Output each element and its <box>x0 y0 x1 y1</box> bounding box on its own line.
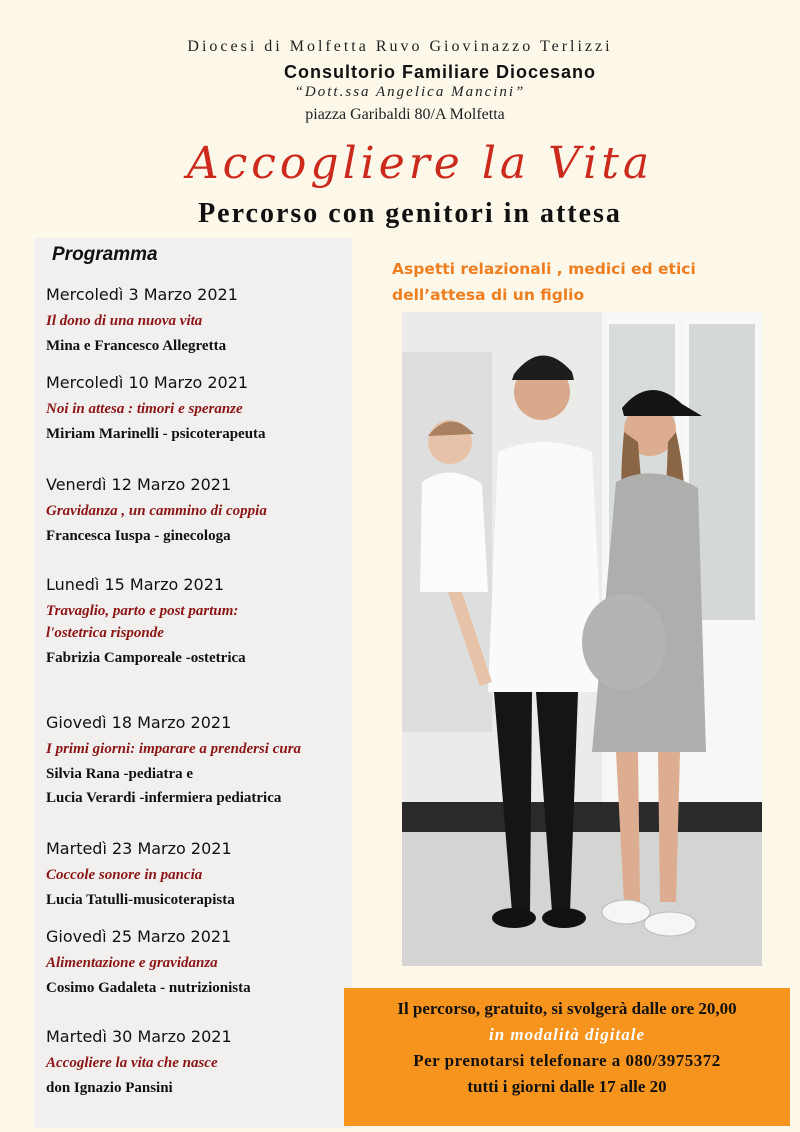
info-phone: Per prenotarsi telefonare a 080/3975372 <box>413 1051 721 1070</box>
event-speaker: Cosimo Gadaleta - nutrizionista <box>46 980 251 996</box>
center-name: Consultorio Familiare Diocesano <box>283 62 597 82</box>
aspects-line-2: dell’attesa di un figlio <box>392 286 585 304</box>
page-subtitle: Percorso con genitori in attesa <box>198 198 622 229</box>
event-topic: Coccole sonore in pancia <box>46 867 203 883</box>
event-topic-line-2: l'ostetrica risponde <box>46 625 164 641</box>
event-date: Martedì 30 Marzo 2021 <box>46 1027 232 1046</box>
page-title: Accogliere la Vita <box>186 138 654 189</box>
event-date: Venerdì 12 Marzo 2021 <box>46 475 232 494</box>
program-event-5 <box>46 712 346 810</box>
center-address: piazza Garibaldi 80/A Molfetta <box>305 106 505 123</box>
event-speaker: Francesca Iuspa - ginecologa <box>46 528 231 544</box>
event-topic: Il dono di una nuova vita <box>46 313 203 329</box>
program-event-1 <box>46 284 346 358</box>
event-speaker: Fabrizia Camporeale -ostetrica <box>46 650 246 666</box>
info-hours: tutti i giorni dalle 17 alle 20 <box>467 1077 667 1096</box>
event-date: Mercoledì 10 Marzo 2021 <box>46 373 249 392</box>
info-schedule: Il percorso, gratuito, si svolgerà dalle ore 20,00 <box>397 999 737 1018</box>
family-photo <box>402 312 762 966</box>
event-speaker: Silvia Rana -pediatra e <box>46 766 194 782</box>
program-event-8 <box>46 1026 346 1100</box>
event-topic: Travaglio, parto e post partum: <box>46 603 239 619</box>
center-dedication: “Dott.ssa Angelica Mancini” <box>294 84 526 100</box>
info-mode: in modalità digitale <box>488 1025 645 1044</box>
event-topic: Accogliere la vita che nasce <box>46 1055 218 1071</box>
program-event-3 <box>46 474 346 548</box>
event-date: Lunedì 15 Marzo 2021 <box>46 575 225 594</box>
event-date: Mercoledì 3 Marzo 2021 <box>46 285 238 304</box>
aspects-line-1: Aspetti relazionali , medici ed etici <box>392 260 696 278</box>
event-date: Martedì 23 Marzo 2021 <box>46 839 232 858</box>
info-box <box>344 988 790 1126</box>
event-topic: Noi in attesa : timori e speranze <box>46 401 243 417</box>
program-heading: Programma <box>52 244 158 265</box>
event-speaker-2: Lucia Verardi -infermiera pediatrica <box>46 790 282 806</box>
event-date: Giovedì 18 Marzo 2021 <box>46 713 232 732</box>
program-event-2 <box>46 372 346 446</box>
program-event-4 <box>46 574 346 670</box>
event-speaker: Miriam Marinelli - psicoterapeuta <box>46 426 266 442</box>
aspects-caption <box>392 256 782 308</box>
event-speaker: don Ignazio Pansini <box>46 1080 173 1096</box>
program-event-7 <box>46 926 346 1000</box>
event-topic: I primi giorni: imparare a prendersi cura <box>46 741 302 757</box>
event-speaker: Lucia Tatulli-musicoterapista <box>46 892 235 908</box>
event-date: Giovedì 25 Marzo 2021 <box>46 927 232 946</box>
program-panel <box>34 238 352 1128</box>
event-topic: Gravidanza , un cammino di coppia <box>46 503 267 519</box>
event-topic: Alimentazione e gravidanza <box>46 955 218 971</box>
program-event-6 <box>46 838 346 912</box>
diocese-name: Diocesi di Molfetta Ruvo Giovinazzo Terlizzi <box>187 38 613 55</box>
family-photo-illustration <box>402 312 762 966</box>
event-speaker: Mina e Francesco Allegretta <box>46 338 227 354</box>
